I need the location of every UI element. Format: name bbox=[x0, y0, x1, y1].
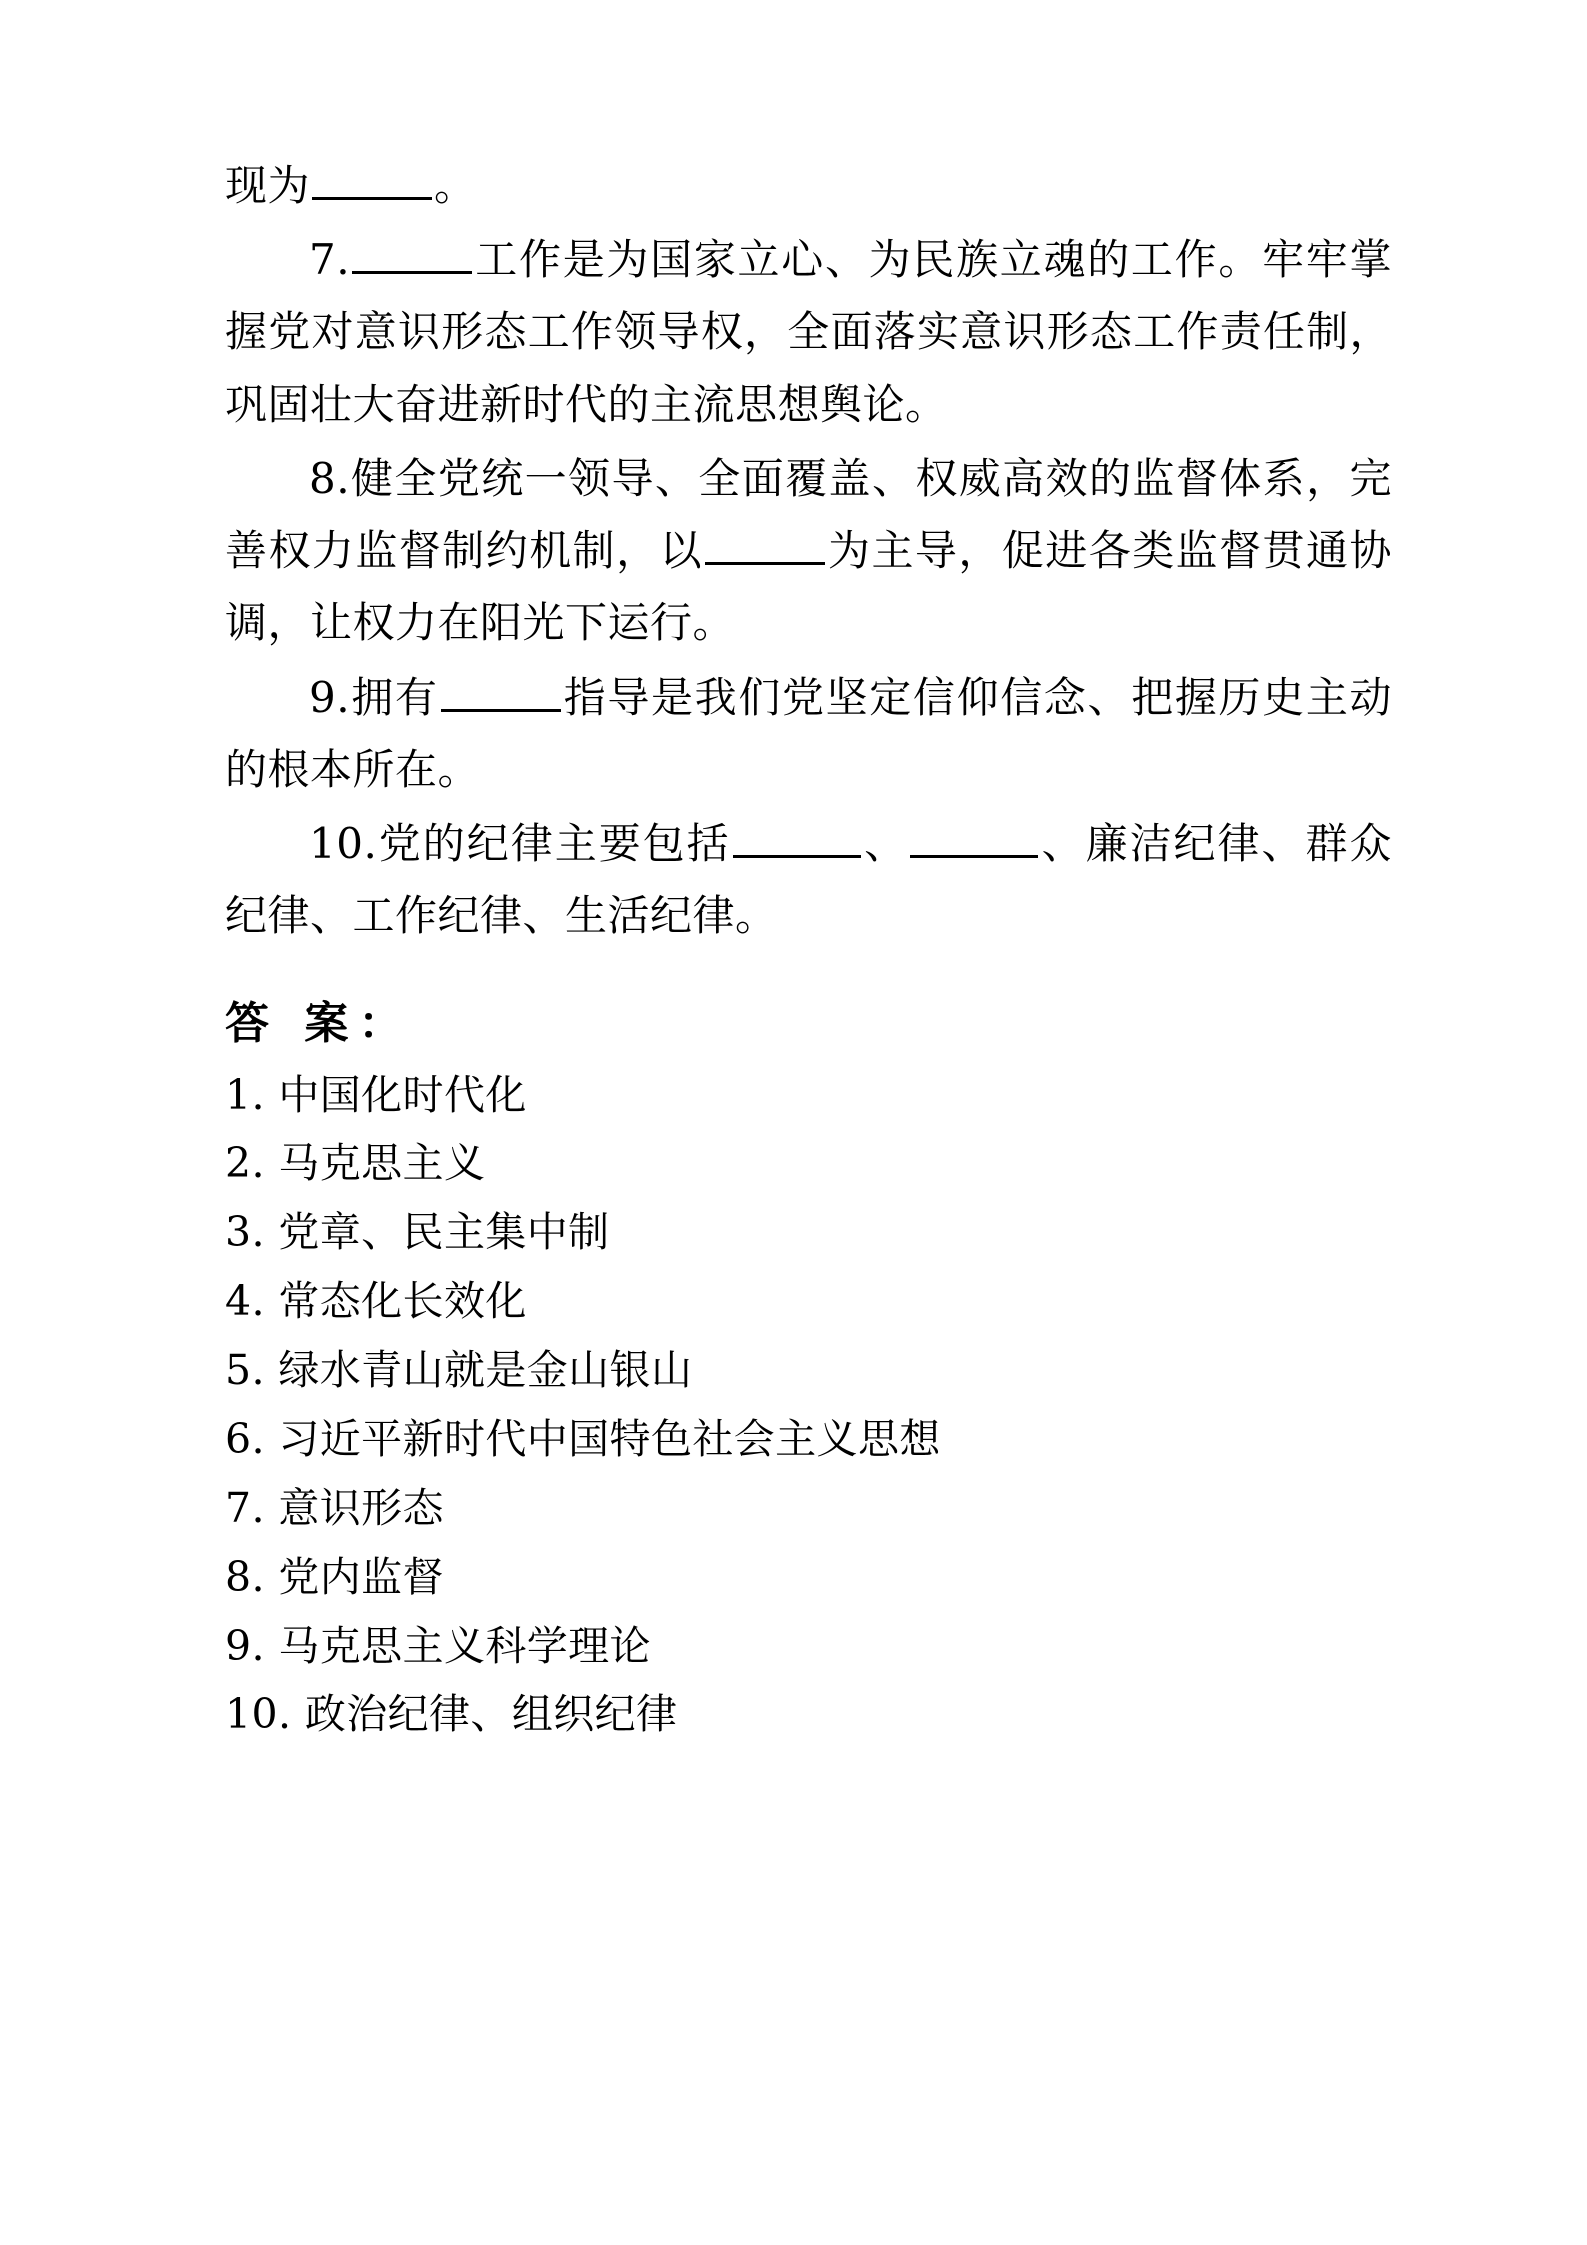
answer-item: 6. 习近平新时代中国特色社会主义思想 bbox=[225, 1414, 941, 1463]
question-number: 10. bbox=[309, 819, 378, 869]
questions-section bbox=[225, 150, 1392, 953]
question-text-part-2: 、廉洁纪律、群众纪律、工作纪律、生活纪律。 bbox=[225, 819, 1392, 941]
question-text-separator: 、 bbox=[862, 819, 909, 869]
question-number: 7. bbox=[309, 235, 351, 285]
answer-item: 1. 中国化时代化 bbox=[225, 1070, 527, 1119]
question-text-part-1: 健全党统一领导、全面覆盖、权威高效的监督体系，完善权力监督制约机制，以 bbox=[225, 453, 1392, 576]
question-item-9 bbox=[225, 662, 1392, 806]
question-text-part-1: 党的纪律主要包括 bbox=[377, 819, 731, 869]
question-item-7 bbox=[225, 224, 1392, 441]
continuation-suffix: 。 bbox=[434, 161, 477, 210]
continuation-line bbox=[225, 150, 1392, 222]
fill-blank bbox=[910, 815, 1038, 858]
answer-item: 8. 党内监督 bbox=[225, 1552, 444, 1601]
question-text-part-1: 拥有 bbox=[350, 672, 439, 722]
answer-item: 4. 常态化长效化 bbox=[225, 1277, 527, 1326]
fill-blank bbox=[312, 157, 432, 200]
answers-heading: 答 案： bbox=[225, 997, 413, 1049]
answers-list bbox=[225, 1061, 1392, 1750]
continuation-prefix: 现为 bbox=[225, 161, 311, 210]
fill-blank bbox=[733, 815, 861, 858]
answer-item: 10. 政治纪律、组织纪律 bbox=[225, 1690, 678, 1739]
question-number: 8. bbox=[309, 453, 351, 503]
question-text-part-2: 指导是我们党坚定信仰信念、把握历史主动的根本所在。 bbox=[225, 672, 1392, 794]
answer-item: 5. 绿水青山就是金山银山 bbox=[225, 1346, 693, 1395]
answer-item: 7. 意识形态 bbox=[225, 1483, 444, 1532]
question-item-10 bbox=[225, 808, 1392, 952]
fill-blank bbox=[441, 669, 561, 712]
question-item-8 bbox=[225, 443, 1392, 660]
question-text: 工作是为国家立心、为民族立魂的工作。牢牢掌握党对意识形态工作领导权，全面落实意识形态工作责任制，巩固壮大奋进新时代的主流思想舆论。 bbox=[225, 235, 1392, 429]
answer-item: 9. 马克思主义科学理论 bbox=[225, 1621, 651, 1670]
question-text-part-2: 为主导，促进各类监督贯通协调，让权力在阳光下运行。 bbox=[225, 526, 1392, 648]
fill-blank bbox=[352, 231, 472, 274]
question-number: 9. bbox=[309, 672, 351, 722]
answer-item: 2. 马克思主义 bbox=[225, 1139, 486, 1188]
fill-blank bbox=[705, 522, 825, 565]
answer-item: 3. 党章、民主集中制 bbox=[225, 1208, 610, 1257]
